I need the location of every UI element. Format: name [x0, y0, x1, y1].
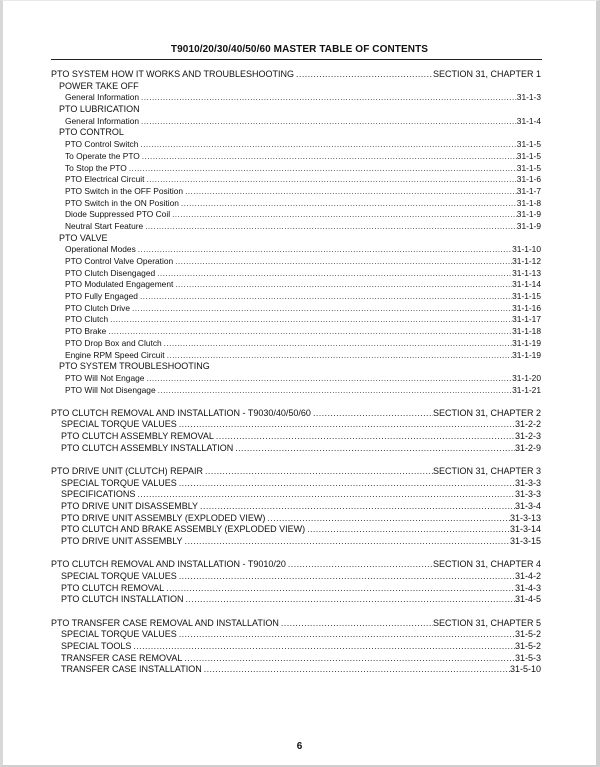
toc-page-reference: SECTION 31, CHAPTER 4: [432, 559, 541, 570]
dot-leader: [202, 664, 510, 676]
dot-leader: [183, 186, 517, 198]
toc-entry[interactable]: [51, 513, 541, 525]
toc-entry-title: PTO Brake: [65, 326, 107, 337]
toc-entry[interactable]: [51, 350, 541, 362]
toc-entry-title: To Operate the PTO: [65, 150, 140, 161]
toc-page-reference: SECTION 31, CHAPTER 1: [432, 69, 541, 79]
toc-entry-title: PTO Electrical Circuit: [65, 174, 145, 185]
toc-entry[interactable]: [51, 151, 541, 163]
toc-entry-title: PTO Will Not Disengage: [65, 384, 156, 395]
toc-entry-title: PTO CONTROL: [59, 127, 124, 138]
toc-page-reference: 31-1-9: [516, 209, 541, 220]
toc-entry[interactable]: [51, 314, 541, 326]
toc-entry-title: PTO TRANSFER CASE REMOVAL AND INSTALLATION: [51, 617, 279, 628]
toc-section-row[interactable]: [51, 559, 541, 571]
toc-entry-title: PTO Control Valve Operation: [65, 256, 174, 266]
toc-entry[interactable]: [51, 431, 541, 443]
toc-entry[interactable]: [51, 209, 541, 221]
dot-leader: [294, 69, 433, 81]
toc-entry-title: SPECIAL TORQUE VALUES: [61, 477, 177, 488]
toc-entry[interactable]: [51, 338, 541, 350]
toc-entry[interactable]: [51, 501, 541, 513]
dot-leader: [177, 478, 515, 490]
toc-entry[interactable]: [51, 221, 541, 233]
toc-entry[interactable]: [51, 268, 541, 280]
dot-leader: [184, 594, 515, 606]
toc-page-reference: 31-5-3: [514, 652, 541, 663]
toc-page-reference: 31-1-21: [512, 384, 541, 395]
section-gap: [51, 396, 541, 408]
dot-leader: [127, 163, 517, 175]
table-of-contents: [51, 69, 541, 676]
toc-entry-title: TRANSFER CASE INSTALLATION: [61, 664, 202, 675]
toc-entry-title: PTO Clutch: [65, 314, 109, 325]
toc-entry-title: PTO SYSTEM HOW IT WORKS AND TROUBLESHOOTING: [51, 69, 295, 79]
toc-page-reference: 31-1-17: [512, 314, 541, 325]
title-underline: [51, 59, 542, 60]
toc-page-reference: 31-2-3: [514, 431, 541, 442]
toc-page-reference: 31-4-2: [514, 571, 541, 581]
toc-page-reference: 31-1-6: [516, 174, 541, 185]
toc-entry[interactable]: [51, 653, 541, 665]
dot-leader: [135, 489, 515, 501]
toc-subheading: [51, 361, 541, 373]
toc-entry-title: PTO CLUTCH ASSEMBLY INSTALLATION: [61, 442, 234, 453]
toc-page-reference: 31-5-2: [514, 629, 541, 640]
dot-leader: [286, 559, 433, 571]
toc-entry-title: TRANSFER CASE REMOVAL: [61, 652, 183, 663]
toc-page-reference: SECTION 31, CHAPTER 5: [432, 617, 541, 628]
toc-entry-title: Engine RPM Speed Circuit: [65, 349, 165, 360]
toc-entry-title: PTO DRIVE UNIT DISASSEMBLY: [61, 501, 199, 512]
toc-entry[interactable]: [51, 571, 541, 583]
dot-leader: [139, 92, 517, 104]
toc-entry[interactable]: [51, 303, 541, 315]
toc-entry-title: PTO Clutch Drive: [65, 302, 131, 313]
toc-entry[interactable]: [51, 186, 541, 198]
toc-entry-title: PTO Fully Engaged: [65, 291, 138, 302]
toc-entry[interactable]: [51, 291, 541, 303]
toc-page-reference: 31-2-2: [514, 419, 541, 430]
toc-page-reference: 31-1-8: [516, 197, 541, 208]
toc-page-reference: 31-3-4: [514, 501, 541, 512]
toc-entry[interactable]: [51, 419, 541, 431]
toc-page-reference: 31-3-15: [509, 536, 541, 547]
toc-entry-title: PTO CLUTCH REMOVAL AND INSTALLATION - T9030/40/50/60: [51, 407, 311, 418]
dot-leader: [233, 443, 515, 455]
toc-subheading: [51, 81, 541, 93]
dot-leader: [164, 583, 515, 595]
toc-entry[interactable]: [51, 664, 541, 676]
toc-entry[interactable]: [51, 641, 541, 653]
toc-page-reference: 31-1-10: [512, 244, 541, 255]
toc-page-reference: 31-1-19: [512, 349, 541, 360]
page-number: 6: [296, 741, 303, 752]
toc-page-reference: 31-3-3: [514, 489, 541, 500]
toc-entry-title: PTO CLUTCH ASSEMBLY REMOVAL: [61, 431, 214, 442]
toc-entry[interactable]: [51, 326, 541, 338]
toc-page-reference: 31-1-4: [516, 115, 541, 126]
toc-entry-title: PTO DRIVE UNIT ASSEMBLY (EXPLODED VIEW): [61, 512, 266, 523]
dot-leader: [155, 268, 512, 280]
toc-entry-title: SPECIAL TORQUE VALUES: [61, 571, 177, 581]
toc-entry-title: PTO Control Switch: [65, 139, 139, 150]
toc-page-reference: 31-1-9: [516, 220, 541, 231]
section-gap: [51, 455, 541, 467]
toc-subheading: [51, 233, 541, 245]
toc-section-row[interactable]: [51, 466, 541, 478]
dot-leader: [173, 256, 512, 268]
section-gap: [51, 606, 541, 618]
dot-leader: [177, 571, 515, 583]
dot-leader: [177, 629, 515, 641]
dot-leader: [265, 513, 510, 525]
toc-page-reference: 31-3-3: [514, 477, 541, 488]
dot-leader: [182, 653, 515, 665]
toc-entry-title: PTO Drop Box and Clutch: [65, 337, 162, 348]
dot-leader: [170, 209, 517, 221]
dot-leader: [177, 419, 515, 431]
toc-page-reference: 31-4-5: [514, 594, 541, 605]
toc-page-reference: 31-1-13: [512, 267, 541, 278]
toc-section-row[interactable]: [51, 69, 541, 81]
dot-leader: [203, 466, 433, 478]
toc-page-reference: 31-1-7: [516, 185, 541, 196]
dot-leader: [198, 501, 515, 513]
toc-entry[interactable]: [51, 198, 541, 210]
dot-leader: [311, 408, 433, 420]
toc-entry-title: PTO Will Not Engage: [65, 372, 145, 383]
toc-entry[interactable]: [51, 174, 541, 186]
dot-leader: [179, 198, 517, 210]
toc-entry[interactable]: [51, 536, 541, 548]
toc-page-reference: 31-1-14: [512, 279, 541, 290]
toc-page-reference: 31-5-10: [509, 664, 541, 675]
toc-page-reference: 31-5-2: [514, 640, 541, 651]
toc-entry[interactable]: [51, 583, 541, 595]
toc-entry[interactable]: [51, 139, 541, 151]
toc-entry[interactable]: [51, 92, 541, 104]
toc-entry-title: Operational Modes: [65, 244, 136, 255]
dot-leader: [144, 373, 512, 385]
toc-entry[interactable]: [51, 116, 541, 128]
dot-leader: [138, 139, 516, 151]
toc-entry[interactable]: [51, 478, 541, 490]
toc-entry[interactable]: [51, 594, 541, 606]
toc-entry-title: PTO CLUTCH REMOVAL AND INSTALLATION - T9010/20: [51, 559, 286, 570]
toc-entry-title: PTO CLUTCH INSTALLATION: [61, 594, 184, 605]
toc-page-reference: SECTION 31, CHAPTER 3: [432, 466, 541, 476]
toc-entry[interactable]: [51, 279, 541, 291]
section-gap: [51, 548, 541, 560]
toc-entry-title: PTO Switch in the OFF Position: [65, 185, 184, 196]
toc-page-reference: 31-1-5: [516, 150, 541, 161]
toc-page-reference: 31-1-16: [512, 302, 541, 313]
toc-entry[interactable]: [51, 524, 541, 536]
dot-leader: [305, 524, 510, 536]
dot-leader: [130, 303, 512, 315]
toc-page-reference: 31-2-9: [514, 442, 541, 453]
toc-entry-title: SPECIAL TOOLS: [61, 640, 132, 651]
toc-page-reference: 31-1-5: [516, 162, 541, 173]
toc-entry-title: PTO Clutch Disengaged: [65, 267, 156, 278]
dot-leader: [279, 618, 433, 630]
toc-entry-title: PTO SYSTEM TROUBLESHOOTING: [59, 361, 210, 372]
dot-leader: [156, 385, 513, 397]
toc-entry-title: Diode Suppressed PTO Coil: [65, 209, 171, 220]
toc-page-reference: 31-1-3: [516, 92, 541, 103]
toc-entry-title: General Information: [65, 115, 140, 126]
dot-leader: [173, 279, 512, 291]
toc-page-reference: 31-1-18: [512, 326, 541, 337]
toc-entry[interactable]: [51, 489, 541, 501]
toc-entry-title: SPECIAL TORQUE VALUES: [61, 419, 177, 430]
toc-entry[interactable]: [51, 385, 541, 397]
toc-entry-title: General Information: [65, 92, 140, 103]
toc-page-reference: SECTION 31, CHAPTER 2: [432, 407, 541, 418]
toc-page-reference: 31-1-20: [512, 372, 541, 383]
toc-page-reference: 31-3-14: [509, 524, 541, 535]
toc-subheading: [51, 104, 541, 116]
toc-page-reference: 31-4-3: [514, 582, 541, 593]
toc-entry[interactable]: [51, 244, 541, 256]
toc-page-reference: 31-1-5: [516, 139, 541, 150]
toc-entry-title: PTO LUBRICATION: [59, 104, 140, 115]
toc-entry-title: PTO VALVE: [59, 232, 108, 243]
toc-page-reference: 31-1-15: [512, 291, 541, 302]
toc-entry[interactable]: [51, 373, 541, 385]
dot-leader: [106, 326, 512, 338]
toc-entry-title: SPECIAL TORQUE VALUES: [61, 629, 177, 640]
toc-entry[interactable]: [51, 256, 541, 268]
dot-leader: [144, 174, 516, 186]
toc-entry-title: SPECIFICATIONS: [61, 489, 136, 500]
toc-entry-title: PTO DRIVE UNIT (CLUTCH) REPAIR: [51, 466, 204, 476]
toc-entry-title: To Stop the PTO: [65, 162, 127, 173]
dot-leader: [136, 244, 512, 256]
dot-leader: [165, 350, 513, 362]
dot-leader: [139, 116, 517, 128]
toc-entry-title: PTO DRIVE UNIT ASSEMBLY: [61, 536, 183, 547]
toc-section-row[interactable]: [51, 618, 541, 630]
toc-section-row[interactable]: [51, 408, 541, 420]
toc-entry-title: PTO Modulated Engagement: [65, 279, 174, 290]
dot-leader: [138, 291, 512, 303]
dot-leader: [162, 338, 512, 350]
toc-entry[interactable]: [51, 443, 541, 455]
toc-page-reference: 31-1-19: [512, 337, 541, 348]
toc-page-reference: 31-3-13: [509, 512, 541, 523]
toc-entry-title: PTO CLUTCH AND BRAKE ASSEMBLY (EXPLODED VIEW): [61, 524, 306, 535]
toc-subheading: [51, 127, 541, 139]
toc-entry-title: POWER TAKE OFF: [59, 80, 139, 91]
toc-entry-title: PTO CLUTCH REMOVAL: [61, 582, 165, 593]
dot-leader: [131, 641, 515, 653]
dot-leader: [108, 314, 512, 326]
toc-entry-title: Neutral Start Feature: [65, 220, 144, 231]
page-title: T9010/20/30/40/50/60 MASTER TABLE OF CONTENTS: [170, 44, 429, 55]
dot-leader: [143, 221, 517, 233]
dot-leader: [140, 151, 517, 163]
dot-leader: [183, 536, 510, 548]
toc-entry[interactable]: [51, 629, 541, 641]
toc-page-reference: 31-1-12: [512, 256, 541, 266]
toc-entry[interactable]: [51, 163, 541, 175]
toc-entry-title: PTO Switch in the ON Position: [65, 197, 179, 208]
dot-leader: [214, 431, 515, 443]
